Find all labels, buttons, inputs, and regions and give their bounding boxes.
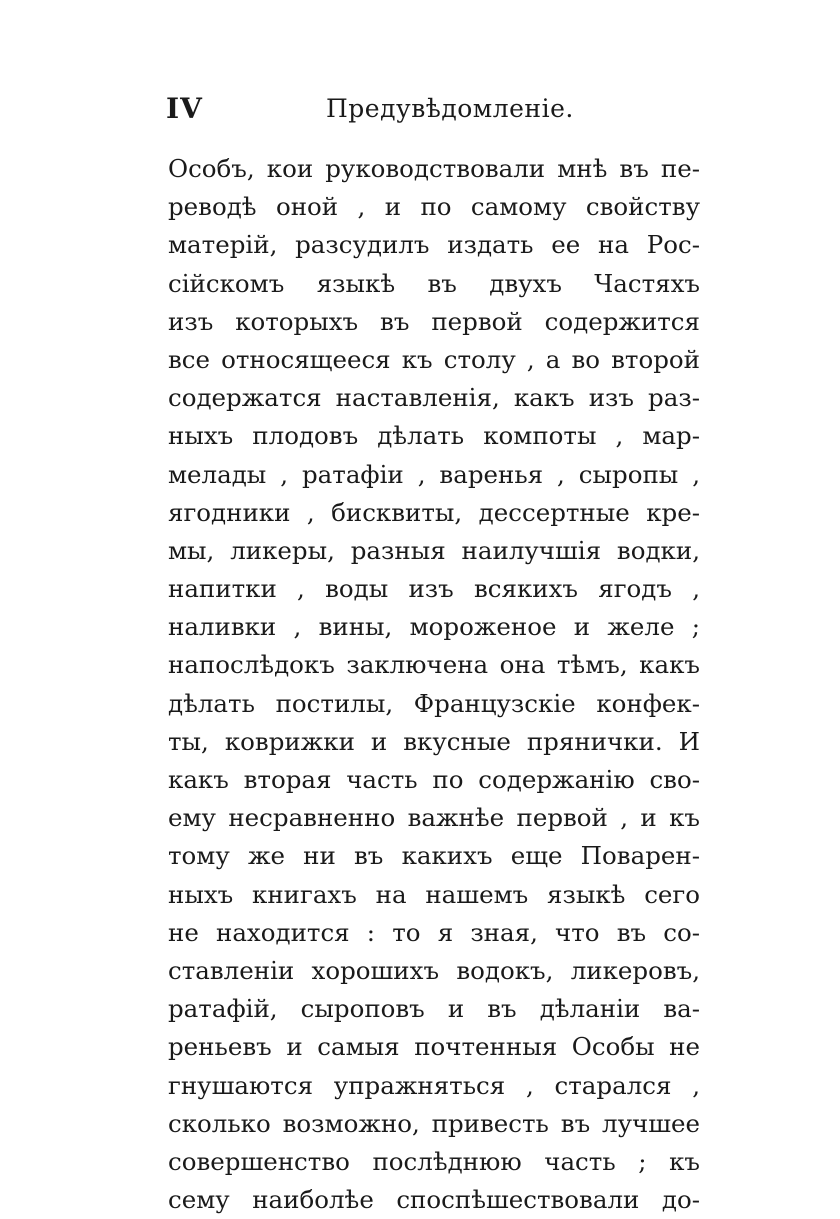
text-line: ставленіи хорошихъ водокъ, ликеровъ,: [168, 955, 700, 985]
text-line: наливки , вины, мороженое и желе ;: [168, 612, 700, 642]
text-line: сійскомъ языкѣ въ двухъ Частяхъ: [168, 268, 700, 298]
text-line: дѣлать постилы, Французскіе конфек-: [168, 688, 700, 718]
text-line: ягодники , бисквиты, дессертные кре-: [168, 497, 700, 527]
text-line: реводѣ оной , и по самому свойству: [168, 192, 700, 222]
text-line: мы, ликеры, разныя наилучшія водки,: [168, 535, 700, 565]
text-line: мелады , ратафіи , варенья , сыропы ,: [168, 459, 700, 489]
text-line: какъ вторая часть по содержанію сво-: [168, 765, 700, 794]
text-line: не находится : то я зная, что въ со-: [168, 917, 700, 947]
text-line: изъ которыхъ въ первой содержится: [168, 306, 700, 336]
text-line: реньевъ и самыя почтенныя Особы не: [168, 1032, 700, 1062]
text-line: ныхъ книгахъ на нашемъ языкѣ сего: [168, 879, 700, 909]
running-head: [166, 92, 696, 132]
text-line: матерій, разсудилъ издать ее на Рос-: [168, 230, 700, 260]
text-line: сколько возможно, привесть въ лучшее: [168, 1108, 700, 1138]
text-line: напослѣдокъ заключена она тѣмъ, какъ: [168, 650, 700, 680]
text-line: содержатся наставленія, какъ изъ раз-: [168, 383, 700, 413]
text-line: ты, коврижки и вкусные прянички. И: [168, 726, 700, 756]
text-line: гнушаются упражняться , старался ,: [168, 1070, 700, 1100]
text-line: сему наиболѣе споспѣшествовали до-: [168, 1185, 700, 1215]
text-line: напитки , воды изъ всякихъ ягодъ ,: [168, 574, 700, 604]
body-text: [168, 150, 700, 1219]
text-line: ему несравненно важнѣе первой , и къ: [168, 803, 700, 833]
text-line: ныхъ плодовъ дѣлать компоты , мар-: [168, 421, 700, 451]
text-line: ратафій, сыроповъ и въ дѣланіи ва-: [168, 994, 700, 1024]
page-number: IV: [166, 92, 203, 125]
text-line: совершенство послѣднюю часть ; къ: [168, 1146, 700, 1176]
text-line: все относящееся къ столу , а во второй: [168, 344, 700, 374]
text-line: тому же ни въ какихъ еще Поварен-: [168, 841, 700, 871]
text-line: Особъ, кои руководствовали мнѣ въ пе-: [168, 154, 700, 183]
running-title: Предувѣдомленіе.: [326, 94, 574, 123]
